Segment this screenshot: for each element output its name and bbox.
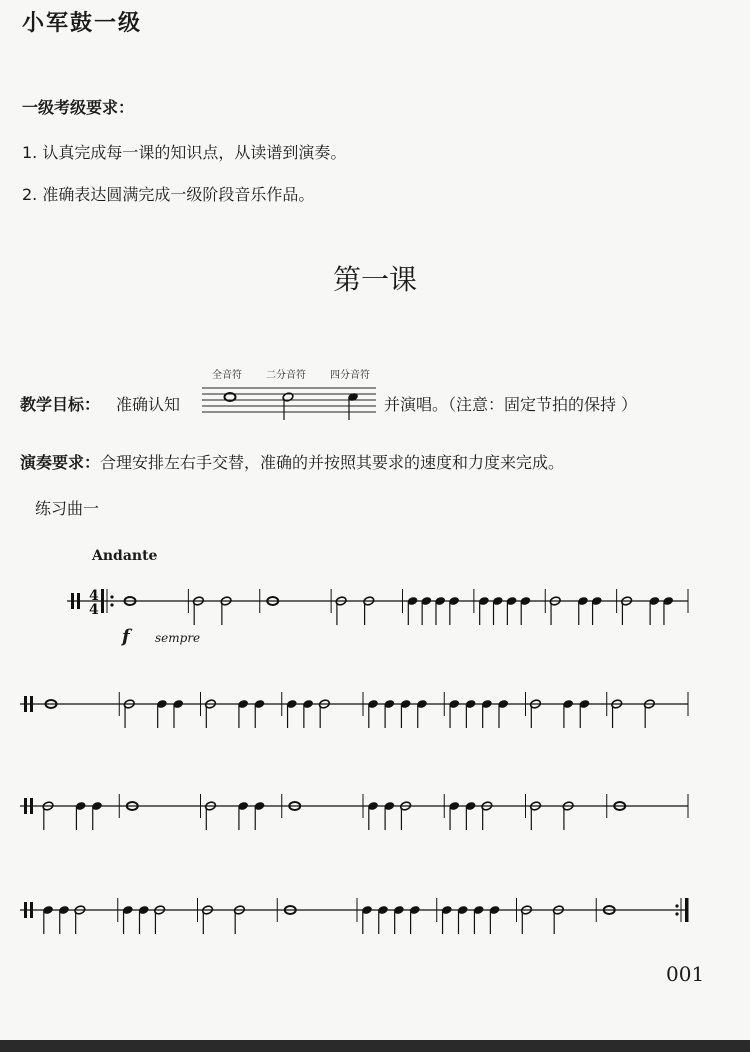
percussion-clef-icon (24, 696, 27, 712)
teaching-goal-text-after: 并演唱。（注意：固定节拍的保持 ） (384, 395, 638, 414)
time-signature-top: 4 (89, 588, 99, 604)
performance-label: 演奏要求： (20, 453, 101, 472)
note-name-half: 二分音符 (266, 370, 306, 381)
repeat-dot (110, 595, 113, 598)
performance-text: 合理安排左右手交替，准确的并按照其要求的速度和力度来完成。 (100, 453, 565, 472)
repeat-dot (110, 603, 113, 606)
percussion-clef-icon (24, 902, 27, 918)
exercise-title: 练习曲一 (35, 499, 100, 518)
note-name-quarter: 四分音符 (330, 370, 370, 381)
percussion-clef-icon (30, 696, 33, 712)
percussion-clef-icon (71, 593, 74, 609)
final-barline (685, 898, 689, 922)
dynamic-marking: f (122, 626, 130, 647)
repeat-start-barline (101, 589, 104, 613)
note-name-whole: 全音符 (212, 370, 242, 381)
tempo-marking: Andante (92, 548, 158, 564)
percussion-clef-icon (24, 798, 27, 814)
dynamic-text: sempre (155, 631, 201, 645)
percussion-clef-icon (77, 593, 80, 609)
repeat-dot (675, 912, 678, 915)
teaching-goal-label: 教学目标： (20, 395, 101, 414)
percussion-clef-icon (30, 902, 33, 918)
page-number: 001 (666, 962, 705, 986)
book-title: 小军鼓一级 (22, 11, 143, 36)
teaching-goal-text-before: 准确认知 (116, 395, 181, 414)
requirement-item-2: 2. 准确表达圆满完成一级阶段音乐作品。 (22, 185, 315, 204)
scan-edge-bar (0, 1040, 750, 1052)
time-signature-bottom: 4 (89, 602, 99, 618)
repeat-dot (675, 904, 678, 907)
percussion-clef-icon (30, 798, 33, 814)
requirement-item-1: 1. 认真完成每一课的知识点，从读谱到演奏。 (22, 143, 347, 162)
lesson-title: 第一课 (332, 263, 417, 296)
requirements-title: 一级考级要求： (22, 98, 135, 117)
